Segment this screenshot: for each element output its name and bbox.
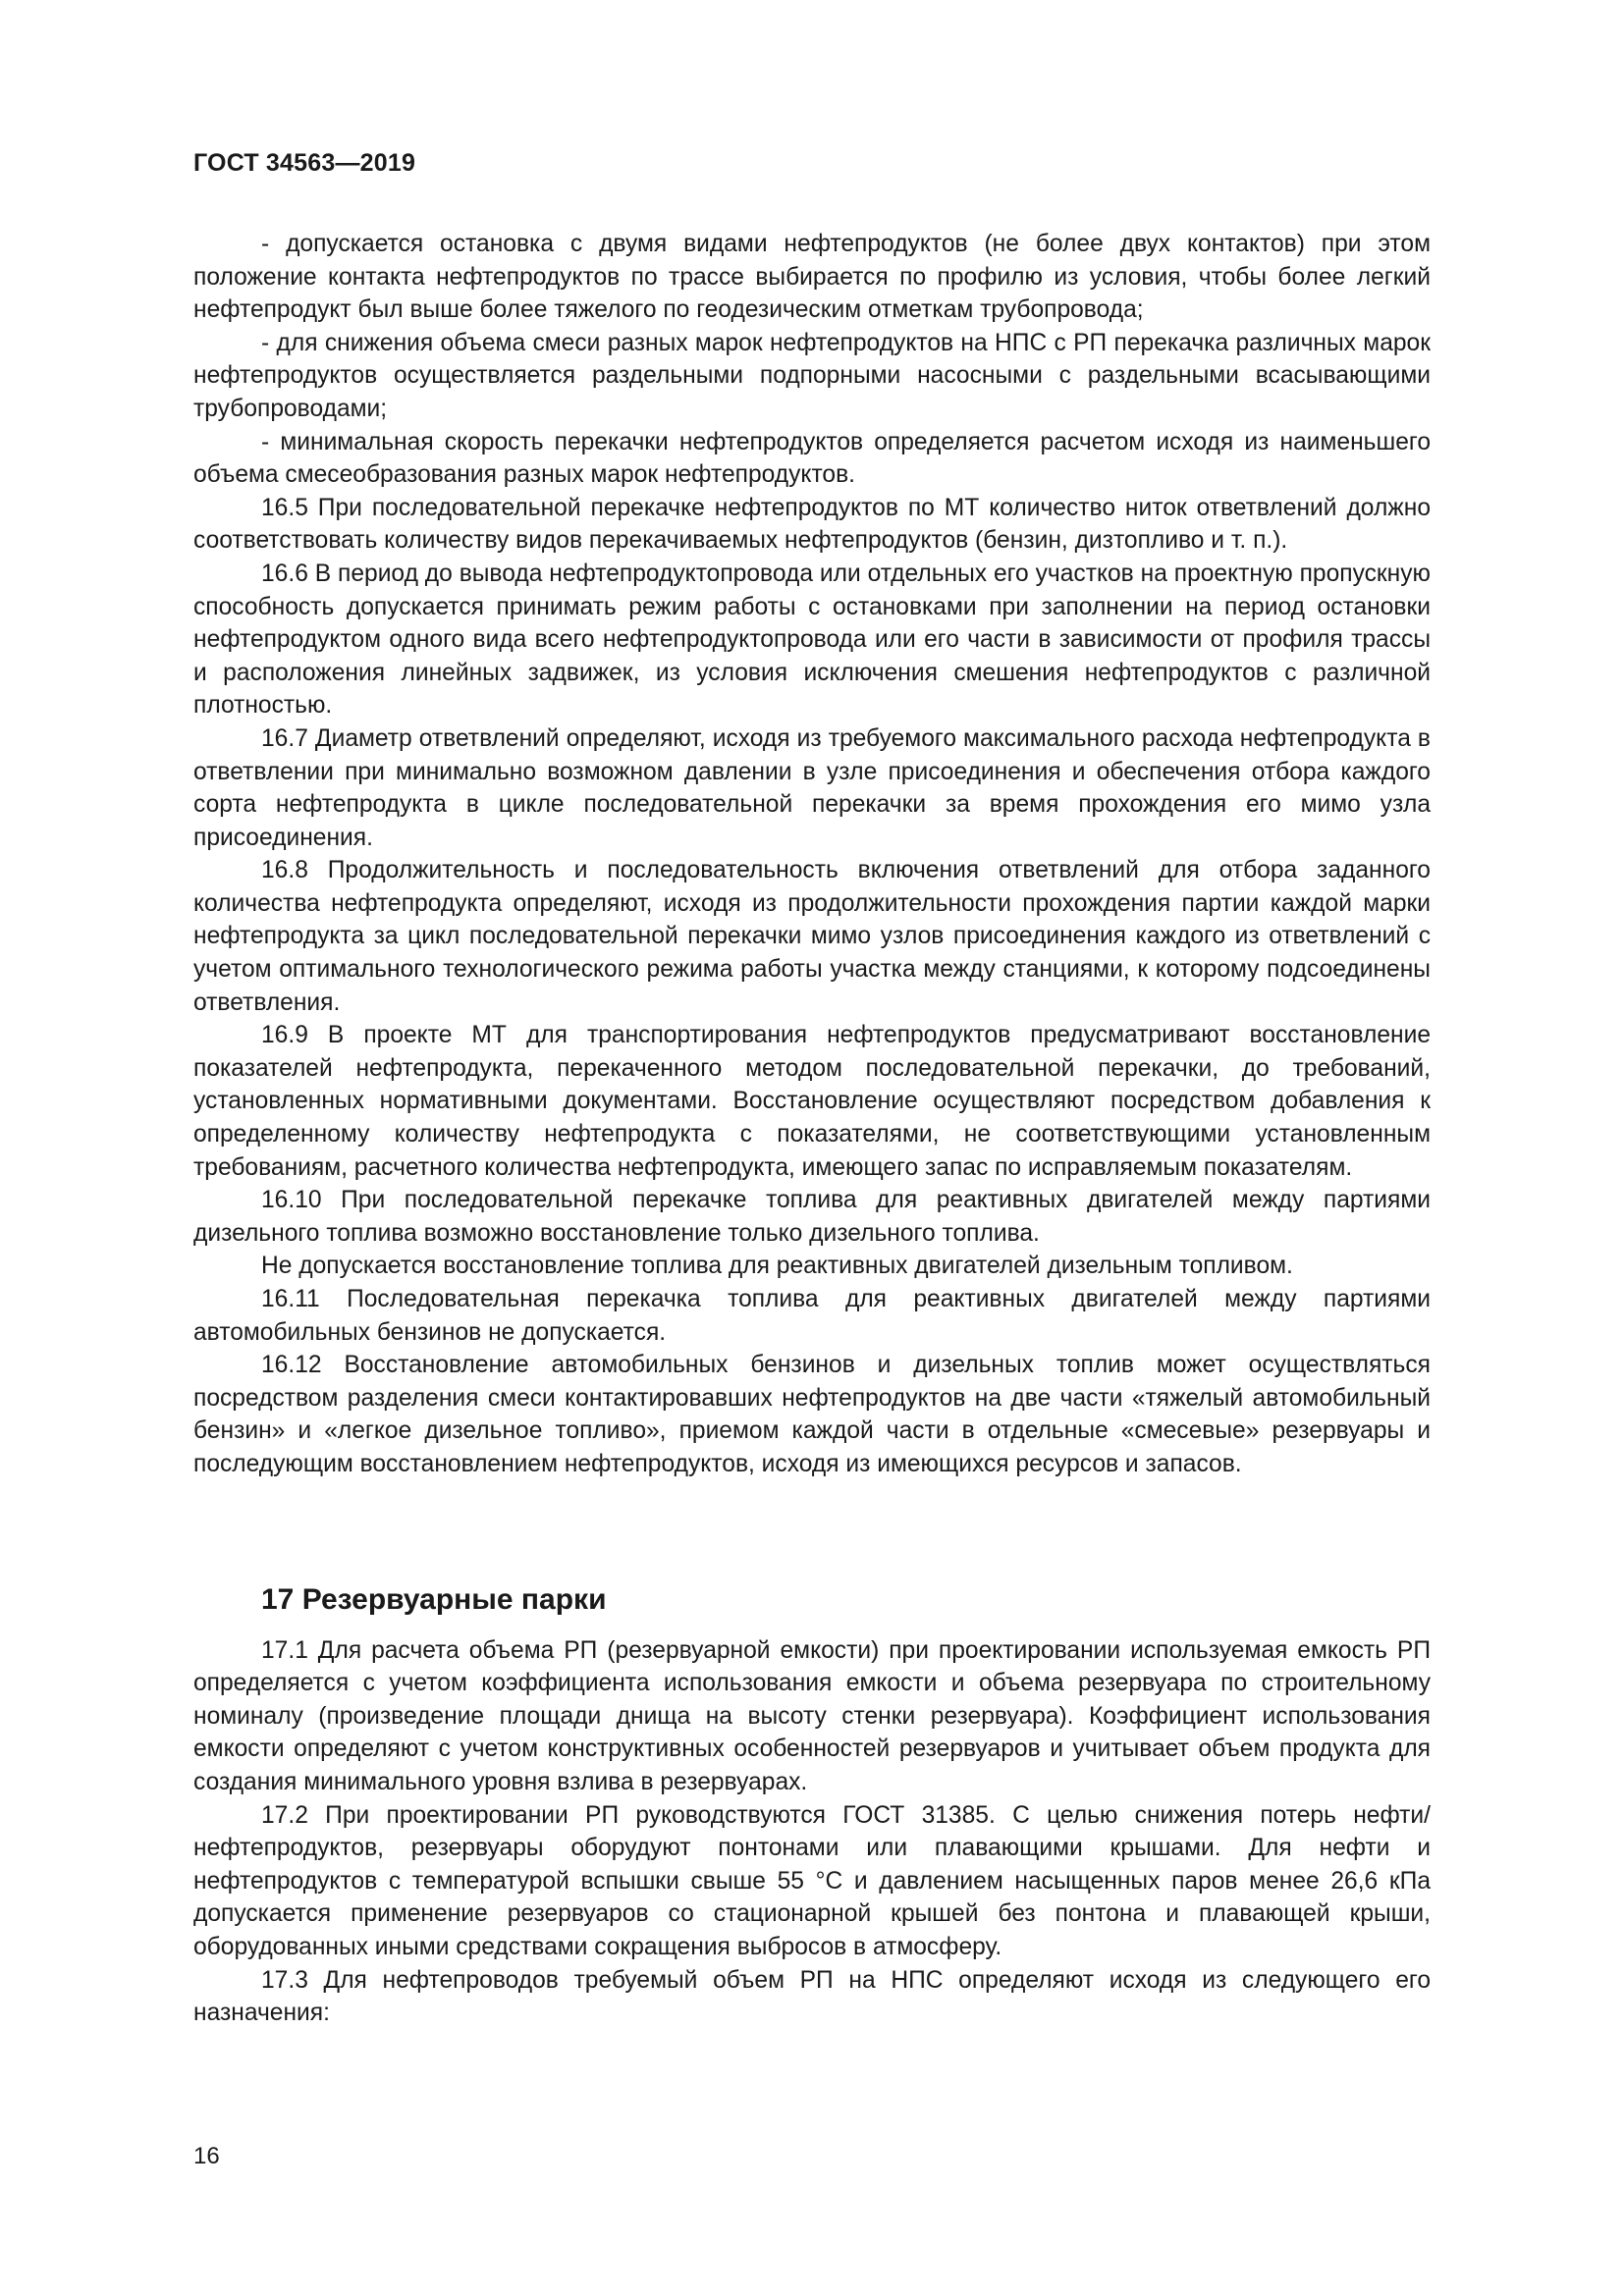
paragraph-bullet-speed: - минимальная скорость перекачки нефтепродуктов определяется расчетом исходя из наименьшего объема смесеобразования разных марок нефтепродуктов. (193, 428, 1431, 489)
document-header-id: ГОСТ 34563—2019 (193, 149, 416, 177)
paragraph-17-3: 17.3 Для нефтепроводов требуемый объем РП на НПС определяют исходя из следующего его назначения: (193, 1966, 1431, 2027)
paragraph-17-1: 17.1 Для расчета объема РП (резервуарной емкости) при проектировании используемая емкость РП определяется с учетом коэффициента использования емкости и объема резервуара по строительному номиналу (произведение площади днища на высоту стенки резервуара). Коэффициент использования емкости определяют с учетом конструктивных особенностей резервуаров и учитывает объем продукта для создания минимального уровня взлива в резервуарах. (193, 1636, 1431, 1795)
paragraph-16-9: 16.9 В проекте МТ для транспортирования нефтепродуктов предусматривают восстановление показателей нефтепродукта, перекаченного методом последовательной перекачки, до требований, установленных нормативными документами. Восстановление осуществляют посредством добавления к определенному количеству нефтепродукта с показателями, не соответствующими установленным требованиям, расчетного количества нефтепродукта, имеющего запас по исправляемым показателям. (193, 1022, 1431, 1181)
paragraph-16-10-note: Не допускается восстановление топлива для реактивных двигателей дизельным топливом. (261, 1253, 1293, 1280)
paragraph-17-2: 17.2 При проектировании РП руководствуются ГОСТ 31385. С целью снижения потерь нефти/нефтепродуктов, резервуары оборудуют понтонами или плавающими крышами. Для нефти и нефтепродуктов с температурой вспышки свыше 55 °С и давлением насыщенных паров менее 26,6 кПа допускается применение резервуаров со стационарной крышей без понтона и плавающей крыши, оборудованных иными средствами сокращения выбросов в атмосферу. (193, 1801, 1431, 1960)
heading-spacer (193, 1620, 1431, 1634)
paragraph-16-10: 16.10 При последовательной перекачке топлива для реактивных двигателей между партиями дизельного топлива возможно восстановление только дизельного топлива. (193, 1187, 1431, 1247)
paragraph-16-11: 16.11 Последовательная перекачка топлива для реактивных двигателей между партиями автомобильных бензинов не допускается. (193, 1286, 1431, 1346)
section-heading: 17 Резервуарные парки (261, 1582, 607, 1616)
paragraph-16-5: 16.5 При последовательной перекачке нефтепродуктов по МТ количество ниток ответвлений должно соответствовать количеству видов перекачиваемых нефтепродуктов (бензин, дизтопливо и т. п.). (193, 494, 1431, 555)
section-spacer (193, 1481, 1431, 1580)
paragraph-16-8: 16.8 Продолжительность и последовательность включения ответвлений для отбора заданного количества нефтепродукта определяют, исходя из продолжительности прохождения партии каждой марки нефтепродукта за цикл последовательной перекачки мимо узлов присоединения каждого из ответвлений с учетом оптимального технологического режима работы участка между станциями, к которому подсоединены ответвления. (193, 857, 1431, 1016)
document-body (193, 228, 1431, 2030)
paragraph-16-12: 16.12 Восстановление автомобильных бензинов и дизельных топлив может осуществляться посредством разделения смеси контактировавших нефтепродуктов на две части «тяжелый автомобильный бензин» и «легкое дизельное топливо», приемом каждой части в отдельные «смесевые» резервуары и последующим восстановлением нефтепродуктов, исходя из имеющихся ресурсов и запасов. (193, 1352, 1431, 1477)
page-number: 16 (193, 2143, 220, 2169)
paragraph-16-6: 16.6 В период до вывода нефтепродуктопровода или отдельных его участков на проектную пропускную способность допускается принимать режим работы с остановками при заполнении на период остановки нефтепродуктом одного вида всего нефтепродуктопровода или его части в зависимости от профиля трассы и расположения линейных задвижек, из условия исключения смешения нефтепродуктов с различной плотностью. (193, 560, 1431, 720)
paragraph-16-7: 16.7 Диаметр ответвлений определяют, исходя из требуемого максимального расхода нефтепродукта в ответвлении при минимально возможном давлении в узле присоединения и обеспечения отбора каждого сорта нефтепродукта в цикле последовательной перекачки за время прохождения его мимо узла присоединения. (193, 724, 1431, 851)
paragraph-bullet-mixture: - для снижения объема смеси разных марок нефтепродуктов на НПС с РП перекачка различных марок нефтепродуктов осуществляется раздельными подпорными насосными с раздельными всасывающими трубопроводами; (193, 329, 1431, 422)
paragraph-bullet-stops: - допускается остановка с двумя видами нефтепродуктов (не более двух контактов) при этом положение контакта нефтепродуктов по трассе выбирается по профилю из условия, чтобы более легкий нефтепродукт был выше более тяжелого по геодезическим отметкам трубопровода; (193, 231, 1431, 324)
